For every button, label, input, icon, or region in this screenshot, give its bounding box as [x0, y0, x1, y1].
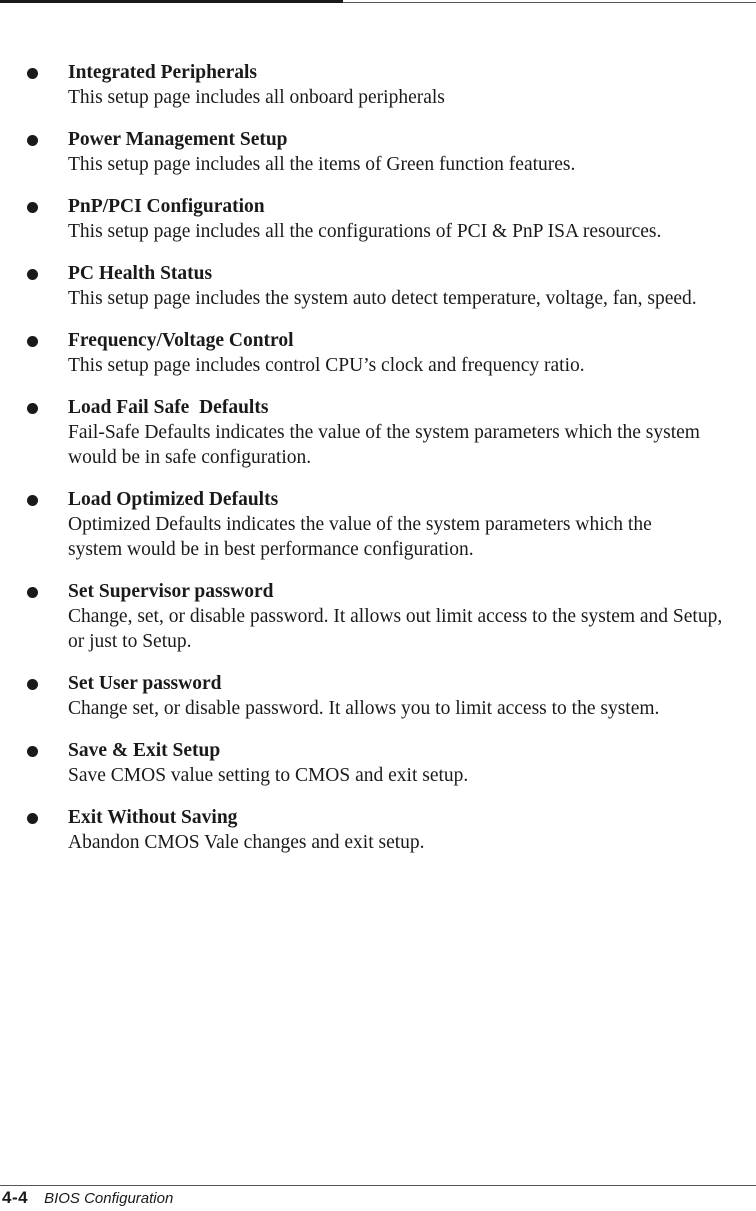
- item-description: Optimized Defaults indicates the value of the system parameters which the system would be in best performance configuration.: [68, 514, 652, 560]
- item-description: Change set, or disable password. It allows you to limit access to the system.: [68, 698, 660, 719]
- list-item: [0, 60, 756, 110]
- bios-menu-list: [0, 60, 756, 872]
- list-item: [0, 738, 756, 788]
- list-item: [0, 328, 756, 378]
- item-description: Change, set, or disable password. It allows out limit access to the system and Setup, or just to Setup.: [68, 606, 723, 652]
- item-description: This setup page includes all the items of Green function features.: [68, 154, 576, 175]
- item-description: This setup page includes control CPU’s clock and frequency ratio.: [68, 355, 585, 376]
- item-title: Set Supervisor password: [68, 581, 274, 602]
- header-rule-thick: [0, 0, 343, 3]
- list-item: [0, 127, 756, 177]
- item-description: This setup page includes all onboard peripherals: [68, 87, 445, 108]
- item-title: Load Fail Safe Defaults: [68, 397, 269, 418]
- bullet-icon: [27, 813, 38, 824]
- list-item: [0, 487, 756, 562]
- bullet-icon: [27, 679, 38, 690]
- item-description: Abandon CMOS Vale changes and exit setup.: [68, 832, 425, 853]
- list-item: [0, 671, 756, 721]
- item-description: Save CMOS value setting to CMOS and exit setup.: [68, 765, 469, 786]
- chapter-title: BIOS Configuration: [44, 1190, 174, 1207]
- item-title: Set User password: [68, 673, 222, 694]
- item-title: PnP/PCI Configuration: [68, 196, 265, 217]
- header-rule-thin: [343, 2, 756, 3]
- item-title: Power Management Setup: [68, 129, 288, 150]
- bullet-icon: [27, 746, 38, 757]
- page-footer: [2, 1188, 173, 1210]
- bullet-icon: [27, 403, 38, 414]
- item-title: Frequency/Voltage Control: [68, 330, 294, 351]
- item-title: PC Health Status: [68, 263, 213, 284]
- bullet-icon: [27, 269, 38, 280]
- item-title: Save & Exit Setup: [68, 740, 221, 761]
- list-item: [0, 805, 756, 855]
- item-description: This setup page includes all the configurations of PCI & PnP ISA resources.: [68, 221, 662, 242]
- page-number: 4-4: [2, 1188, 29, 1207]
- bullet-icon: [27, 495, 38, 506]
- list-item: [0, 194, 756, 244]
- item-description: This setup page includes the system auto detect temperature, voltage, fan, speed.: [68, 288, 697, 309]
- list-item: [0, 579, 756, 654]
- item-description: Fail-Safe Defaults indicates the value of the system parameters which the system would be in safe configuration.: [68, 422, 700, 468]
- bullet-icon: [27, 68, 38, 79]
- item-title: Load Optimized Defaults: [68, 489, 279, 510]
- bullet-icon: [27, 202, 38, 213]
- list-item: [0, 395, 756, 470]
- bullet-icon: [27, 135, 38, 146]
- bullet-icon: [27, 587, 38, 598]
- bullet-icon: [27, 336, 38, 347]
- footer-rule: [0, 1185, 756, 1186]
- list-item: [0, 261, 756, 311]
- item-title: Integrated Peripherals: [68, 62, 258, 83]
- item-title: Exit Without Saving: [68, 807, 238, 828]
